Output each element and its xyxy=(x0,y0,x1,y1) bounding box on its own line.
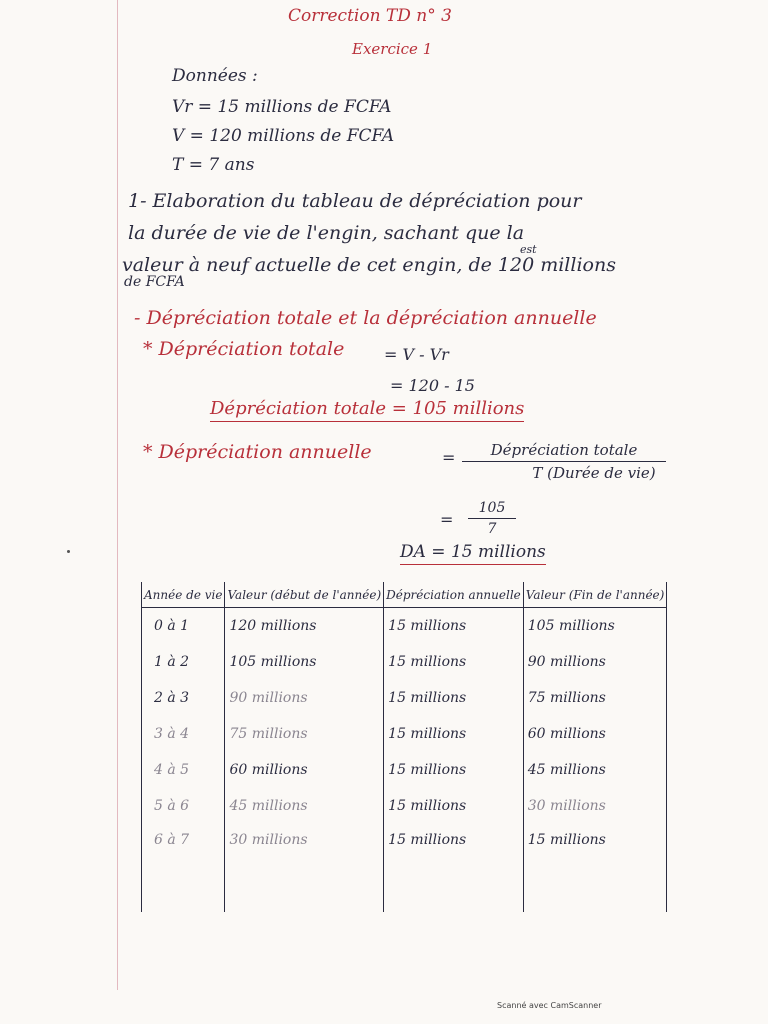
cell-valeur-debut: 60 millions xyxy=(225,752,384,788)
table-row xyxy=(142,788,667,824)
exercise-title: Exercice 1 xyxy=(352,40,433,58)
section-heading: - Dépréciation totale et la dépréciation annuelle xyxy=(134,307,597,329)
cell-valeur-debut: 30 millions xyxy=(225,824,384,912)
fraction-numerator-105: 105 xyxy=(468,500,516,519)
cell-annee: 0 à 1 xyxy=(142,608,225,645)
cell-depreciation: 15 millions xyxy=(384,716,524,752)
dep-annuelle-result: DA = 15 millions xyxy=(400,542,546,565)
cell-annee: 5 à 6 xyxy=(142,788,225,824)
dep-annuelle-eq-sign-2: = xyxy=(440,510,454,529)
dep-annuelle-numerator: Dépréciation totale xyxy=(462,441,666,462)
table-header-row xyxy=(142,582,667,608)
question-line-1: 1- Elaboration du tableau de dépréciation pour xyxy=(128,190,582,212)
cell-depreciation: 15 millions xyxy=(384,752,524,788)
question-line-2: la durée de vie de l'engin, sachant que la xyxy=(128,222,525,244)
cell-valeur-debut: 105 millions xyxy=(225,644,384,680)
table-row xyxy=(142,752,667,788)
header-valeur-debut: Valeur (début de l'année) xyxy=(225,582,384,608)
dep-annuelle-fraction xyxy=(462,441,666,482)
page-title: Correction TD n° 3 xyxy=(288,6,452,26)
cell-depreciation: 15 millions xyxy=(384,680,524,716)
fraction-denominator-7: 7 xyxy=(487,521,497,537)
table-row xyxy=(142,716,667,752)
dep-annuelle-denominator: T (Durée de vie) xyxy=(532,464,656,482)
donnee-line-vr: Vr = 15 millions de FCFA xyxy=(172,97,392,117)
cell-depreciation: 15 millions xyxy=(384,824,524,912)
cell-valeur-fin: 60 millions xyxy=(523,716,667,752)
dep-totale-label: * Dépréciation totale xyxy=(143,338,345,360)
table-row xyxy=(142,644,667,680)
header-valeur-fin: Valeur (Fin de l'année) xyxy=(523,582,667,608)
scan-speck xyxy=(67,550,70,553)
cell-valeur-debut: 90 millions xyxy=(225,680,384,716)
cell-valeur-fin: 15 millions xyxy=(523,824,667,912)
table-row xyxy=(142,608,667,645)
depreciation-table xyxy=(141,582,667,912)
dep-totale-eq2: = 120 - 15 xyxy=(390,376,475,395)
cell-depreciation: 15 millions xyxy=(384,644,524,680)
margin-line xyxy=(117,0,118,990)
cell-valeur-fin: 90 millions xyxy=(523,644,667,680)
scanner-watermark: Scanné avec CamScanner xyxy=(497,1001,602,1010)
cell-depreciation: 15 millions xyxy=(384,788,524,824)
dep-totale-eq1: = V - Vr xyxy=(384,345,449,364)
question-line-4: de FCFA xyxy=(124,274,185,290)
table-row xyxy=(142,824,667,912)
cell-valeur-debut: 45 millions xyxy=(225,788,384,824)
cell-valeur-debut: 75 millions xyxy=(225,716,384,752)
header-depreciation: Dépréciation annuelle xyxy=(384,582,524,608)
cell-annee: 4 à 5 xyxy=(142,752,225,788)
cell-depreciation: 15 millions xyxy=(384,608,524,645)
header-annee: Année de vie xyxy=(142,582,225,608)
cell-annee: 6 à 7 xyxy=(142,824,225,912)
cell-valeur-debut: 120 millions xyxy=(225,608,384,645)
cell-annee: 2 à 3 xyxy=(142,680,225,716)
dep-annuelle-fraction-2 xyxy=(468,500,516,537)
donnees-label: Données : xyxy=(172,66,258,86)
question-line-3: valeur à neuf actuelle de cet engin, de 120 millions xyxy=(122,254,616,276)
donnee-line-v: V = 120 millions de FCFA xyxy=(172,126,395,146)
dep-annuelle-eq-sign: = xyxy=(442,448,456,467)
cell-annee: 3 à 4 xyxy=(142,716,225,752)
cell-valeur-fin: 75 millions xyxy=(523,680,667,716)
table-row xyxy=(142,680,667,716)
cell-valeur-fin: 45 millions xyxy=(523,752,667,788)
donnee-line-t: T = 7 ans xyxy=(172,155,255,175)
question-inserted-word: est xyxy=(520,243,537,256)
cell-valeur-fin: 105 millions xyxy=(523,608,667,645)
dep-annuelle-label: * Dépréciation annuelle xyxy=(143,441,372,463)
dep-totale-result: Dépréciation totale = 105 millions xyxy=(210,398,524,422)
cell-valeur-fin: 30 millions xyxy=(523,788,667,824)
cell-annee: 1 à 2 xyxy=(142,644,225,680)
